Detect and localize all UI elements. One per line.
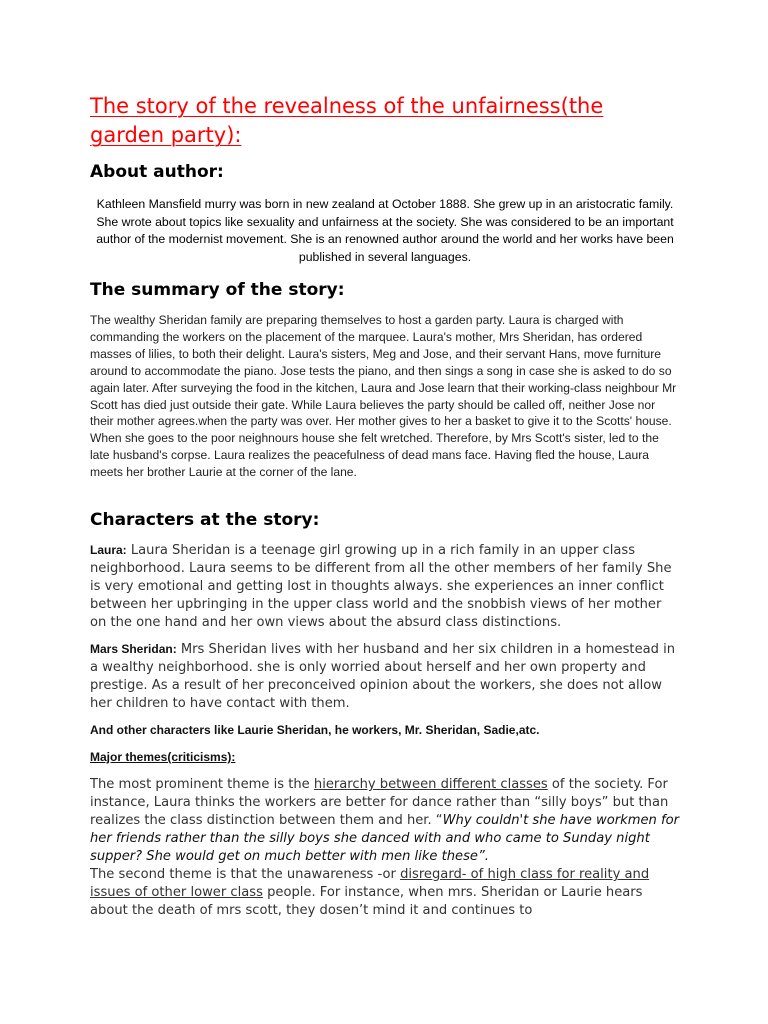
character-laura xyxy=(90,541,680,632)
themes-text-4: people. For instance, when mrs. Sheridan or Laurie hears about the death of mrs scott, they dosen’t mind it and continues to xyxy=(90,885,643,918)
about-author-heading: About author: xyxy=(90,162,224,182)
themes-text-1: The most prominent theme is the xyxy=(90,777,314,792)
character-mrs-sheridan xyxy=(90,640,680,713)
characters-heading: Characters at the story: xyxy=(90,510,320,530)
themes-quote: Why couldn't she have workmen for her friends rather than the silly boys she danced with and who came to Sunday night supper? She would get on much better with men like these”. xyxy=(90,813,679,864)
themes-underline-2: disregard- of high class for reality and issues of other lower class xyxy=(90,867,650,900)
major-themes-heading: Major themes(criticisms): xyxy=(90,750,236,764)
major-themes-text xyxy=(90,776,680,920)
character-laura-label: Laura: xyxy=(90,543,127,557)
other-characters: And other characters like Laurie Sheridan, he workers, Mr. Sheridan, Sadie,atc. xyxy=(90,723,540,737)
document-title: The story of the revealness of the unfairness(the garden party): xyxy=(90,94,604,147)
character-laura-text: Laura Sheridan is a teenage girl growing up in a rich family in an upper class neighborhood. Laura seems to be different from all the other members of her family She is very emotional and getting lost in thoughts always. she experiences an inner conflict between her upbringing in the upper class world and the snobbish views of her mother on the one hand and her own views about the absurd class distinctions. xyxy=(90,543,672,630)
themes-text-2: of the society. For instance, Laura thinks the workers are better for dance rather than “silly boys” but than realizes the class distinction between them and her. “ xyxy=(90,777,669,828)
themes-text-3: The second theme is that the unawareness -or xyxy=(90,867,401,882)
summary-text: The wealthy Sheridan family are preparing themselves to host a garden party. Laura is charged with commanding the workers on the placement of the marquee. Laura's mother, Mrs Sheridan, has ordered masses of lilies, to both their delight. Laura's sisters, Meg and Jose, and their servant Hans, move furniture around to accommodate the piano. Jose tests the piano, and then sings a song in case she is asked to do so again later. After surveying the food in the kitchen, Laura and Jose learn that their working-class neighbour Mr Scott has died just outside their gate. While Laura believes the party should be called off, neither Jose nor their mother agrees.when the party was over. Her mother gives to her a basket to give it to the Scotts' house. When she goes to the poor neighnours house she felt wretched. Therefore, by Mrs Scott's sister, led to the late husband's corpse. Laura realizes the peacefulness of dead mans face. Having fled the house, Laura meets her brother Laurie at the corner of the lane. xyxy=(90,313,677,480)
character-mrs-sheridan-text: Mrs Sheridan lives with her husband and her six children in a homestead in a wealthy neighborhood. she is only worried about herself and her own property and prestige. As a result of her preconceived opinion about the workers, she does not allow her children to have contact with them. xyxy=(90,642,676,711)
themes-underline-1: hierarchy between different classes xyxy=(313,777,548,792)
summary-heading: The summary of the story: xyxy=(90,280,345,300)
about-author-text: Kathleen Mansfield murry was born in new zealand at October 1888. She grew up in an aristocratic family. She wrote about topics like sexuality and unfairness at the society. She was considered to be an important author of the modernist movement. She is an renowned author around the world and her works have been published in several languages. xyxy=(96,197,674,264)
character-mrs-sheridan-label: Mars Sheridan: xyxy=(90,642,177,656)
